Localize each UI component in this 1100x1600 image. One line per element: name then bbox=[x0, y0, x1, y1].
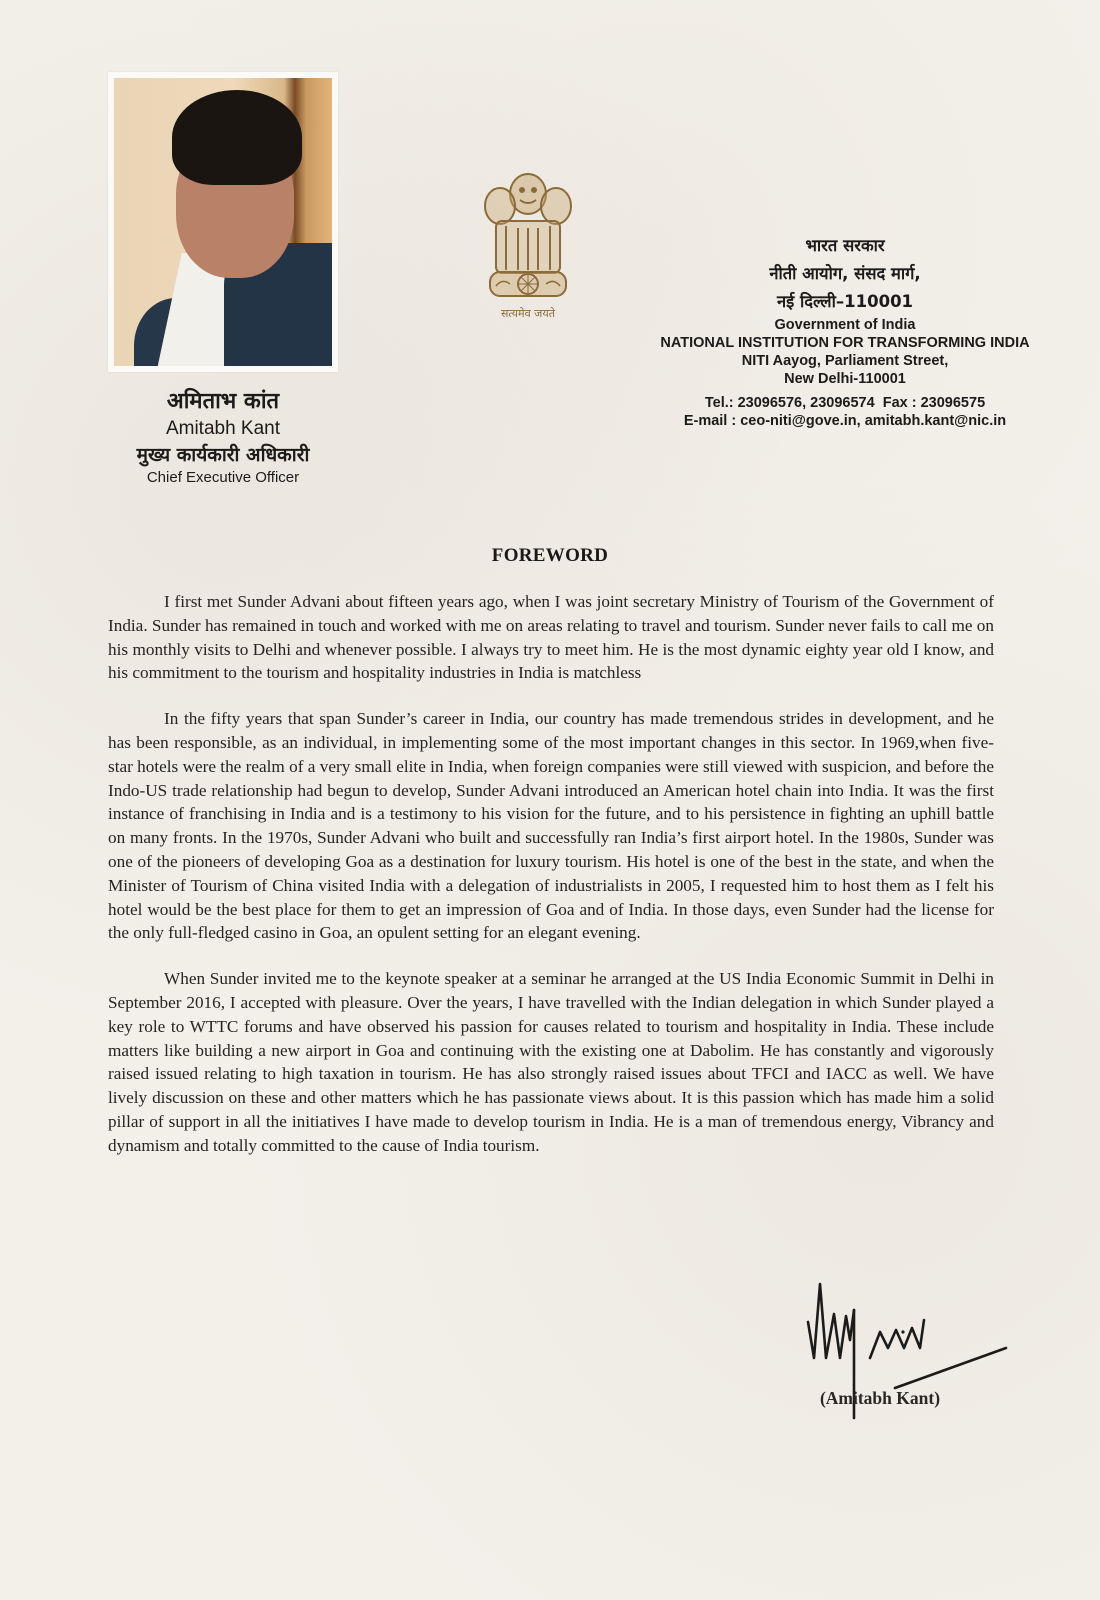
designation-english: Chief Executive Officer bbox=[146, 469, 300, 486]
foreword-paragraph: When Sunder invited me to the keynote speaker at a seminar he arranged at the US India Economic Summit in Delhi in September 2016, I accepted with pleasure. Over the years, I have travelled with the Indian delegation in which Sunder played a key role to WTTC forums and have observed his passion for causes related to tourism and hospitality in India. These include matters like building a new airport in Goa and continuing with the existing one at Dabolim. He has constantly and vigorously raised issued relating to high taxation in tourism. He has also strongly raised issues about TFCI and IACC as well. We have lively discussion on these and other matters which he has passionate views about. It is this passion which has made him a solid pillar of support in all the initiatives I have made to develop tourism in India. He is a man of tremendous energy, Vibrancy and dynamism and totally committed to the cause of India tourism. bbox=[108, 969, 994, 1155]
signatory-name: (Amitabh Kant) bbox=[819, 1388, 941, 1408]
foreword-body bbox=[108, 590, 994, 1180]
telephone-fax: Tel.: 23096576, 23096574 Fax : 23096575 bbox=[704, 395, 986, 411]
foreword-paragraph: I first met Sunder Advani about fifteen years ago, when I was joint secretary Ministry of Tourism of the Government of India. Sunder has remained in touch and worked with me on areas relating to travel and tourism. Sunder never fails to call me on his monthly visits to Delhi and whenever possible. I always try to meet him. He is the most dynamic eighty year old I know, and his commitment to the tourism and hospitality industries in India is matchless bbox=[108, 592, 994, 683]
signature-icon bbox=[800, 1270, 1040, 1450]
office-address bbox=[630, 232, 1060, 430]
profile-photo bbox=[114, 78, 332, 366]
address-hindi-line: भारत सरकार bbox=[805, 236, 885, 255]
name-english: Amitabh Kant bbox=[165, 418, 281, 439]
profile-name-block bbox=[108, 388, 338, 488]
address-hindi-line: नीती आयोग, संसद मार्ग, bbox=[769, 264, 921, 283]
national-emblem-icon bbox=[478, 166, 578, 326]
address-english-line: NATIONAL INSTITUTION FOR TRANSFORMING INDIA bbox=[660, 335, 1030, 351]
designation-hindi: मुख्य कार्यकारी अधिकारी bbox=[136, 444, 310, 466]
email-addresses: E-mail : ceo-niti@gove.in, amitabh.kant@nic.in bbox=[683, 413, 1007, 429]
name-hindi: अमिताभ कांत bbox=[166, 389, 280, 414]
address-english-line: Government of India bbox=[774, 317, 916, 333]
foreword-title: FOREWORD bbox=[491, 545, 609, 566]
address-english-line: New Delhi-110001 bbox=[784, 371, 906, 387]
address-english-line: NITI Aayog, Parliament Street, bbox=[741, 353, 949, 369]
profile-photo-frame bbox=[108, 72, 338, 372]
address-hindi-line: नई दिल्ली–110001 bbox=[776, 292, 914, 311]
foreword-paragraph: In the fifty years that span Sunder’s career in India, our country has made tremendous strides in development, and he has been responsible, as an individual, in implementing some of the most important changes in this sector. In 1969,when five-star hotels were the realm of a very small elite in India, when foreign companies were still viewed with suspicion, and before the Indo-US trade relationship had begun to develop, Sunder Advani introduced an American hotel chain into India. It was the first instance of franchising in India and is a testimony to his vision for the future, and to his persistence in fighting an uphill battle on many fronts. In the 1970s, Sunder Advani who built and successfully ran India’s first airport hotel. In the 1980s, Sunder was one of the pioneers of developing Goa as a destination for luxury tourism. His hotel is one of the best in the state, and when the Minister of Tourism of China visited India with a delegation of industrialists in 2005, I requested him to host them as I felt his hotel would be the best place for them to get an impression of Goa and of India. In those days, even Sunder had the license for the only full-fledged casino in Goa, an opulent setting for an elegant evening. bbox=[108, 709, 994, 943]
emblem-motto: सत्यमेव जयते bbox=[500, 307, 555, 320]
